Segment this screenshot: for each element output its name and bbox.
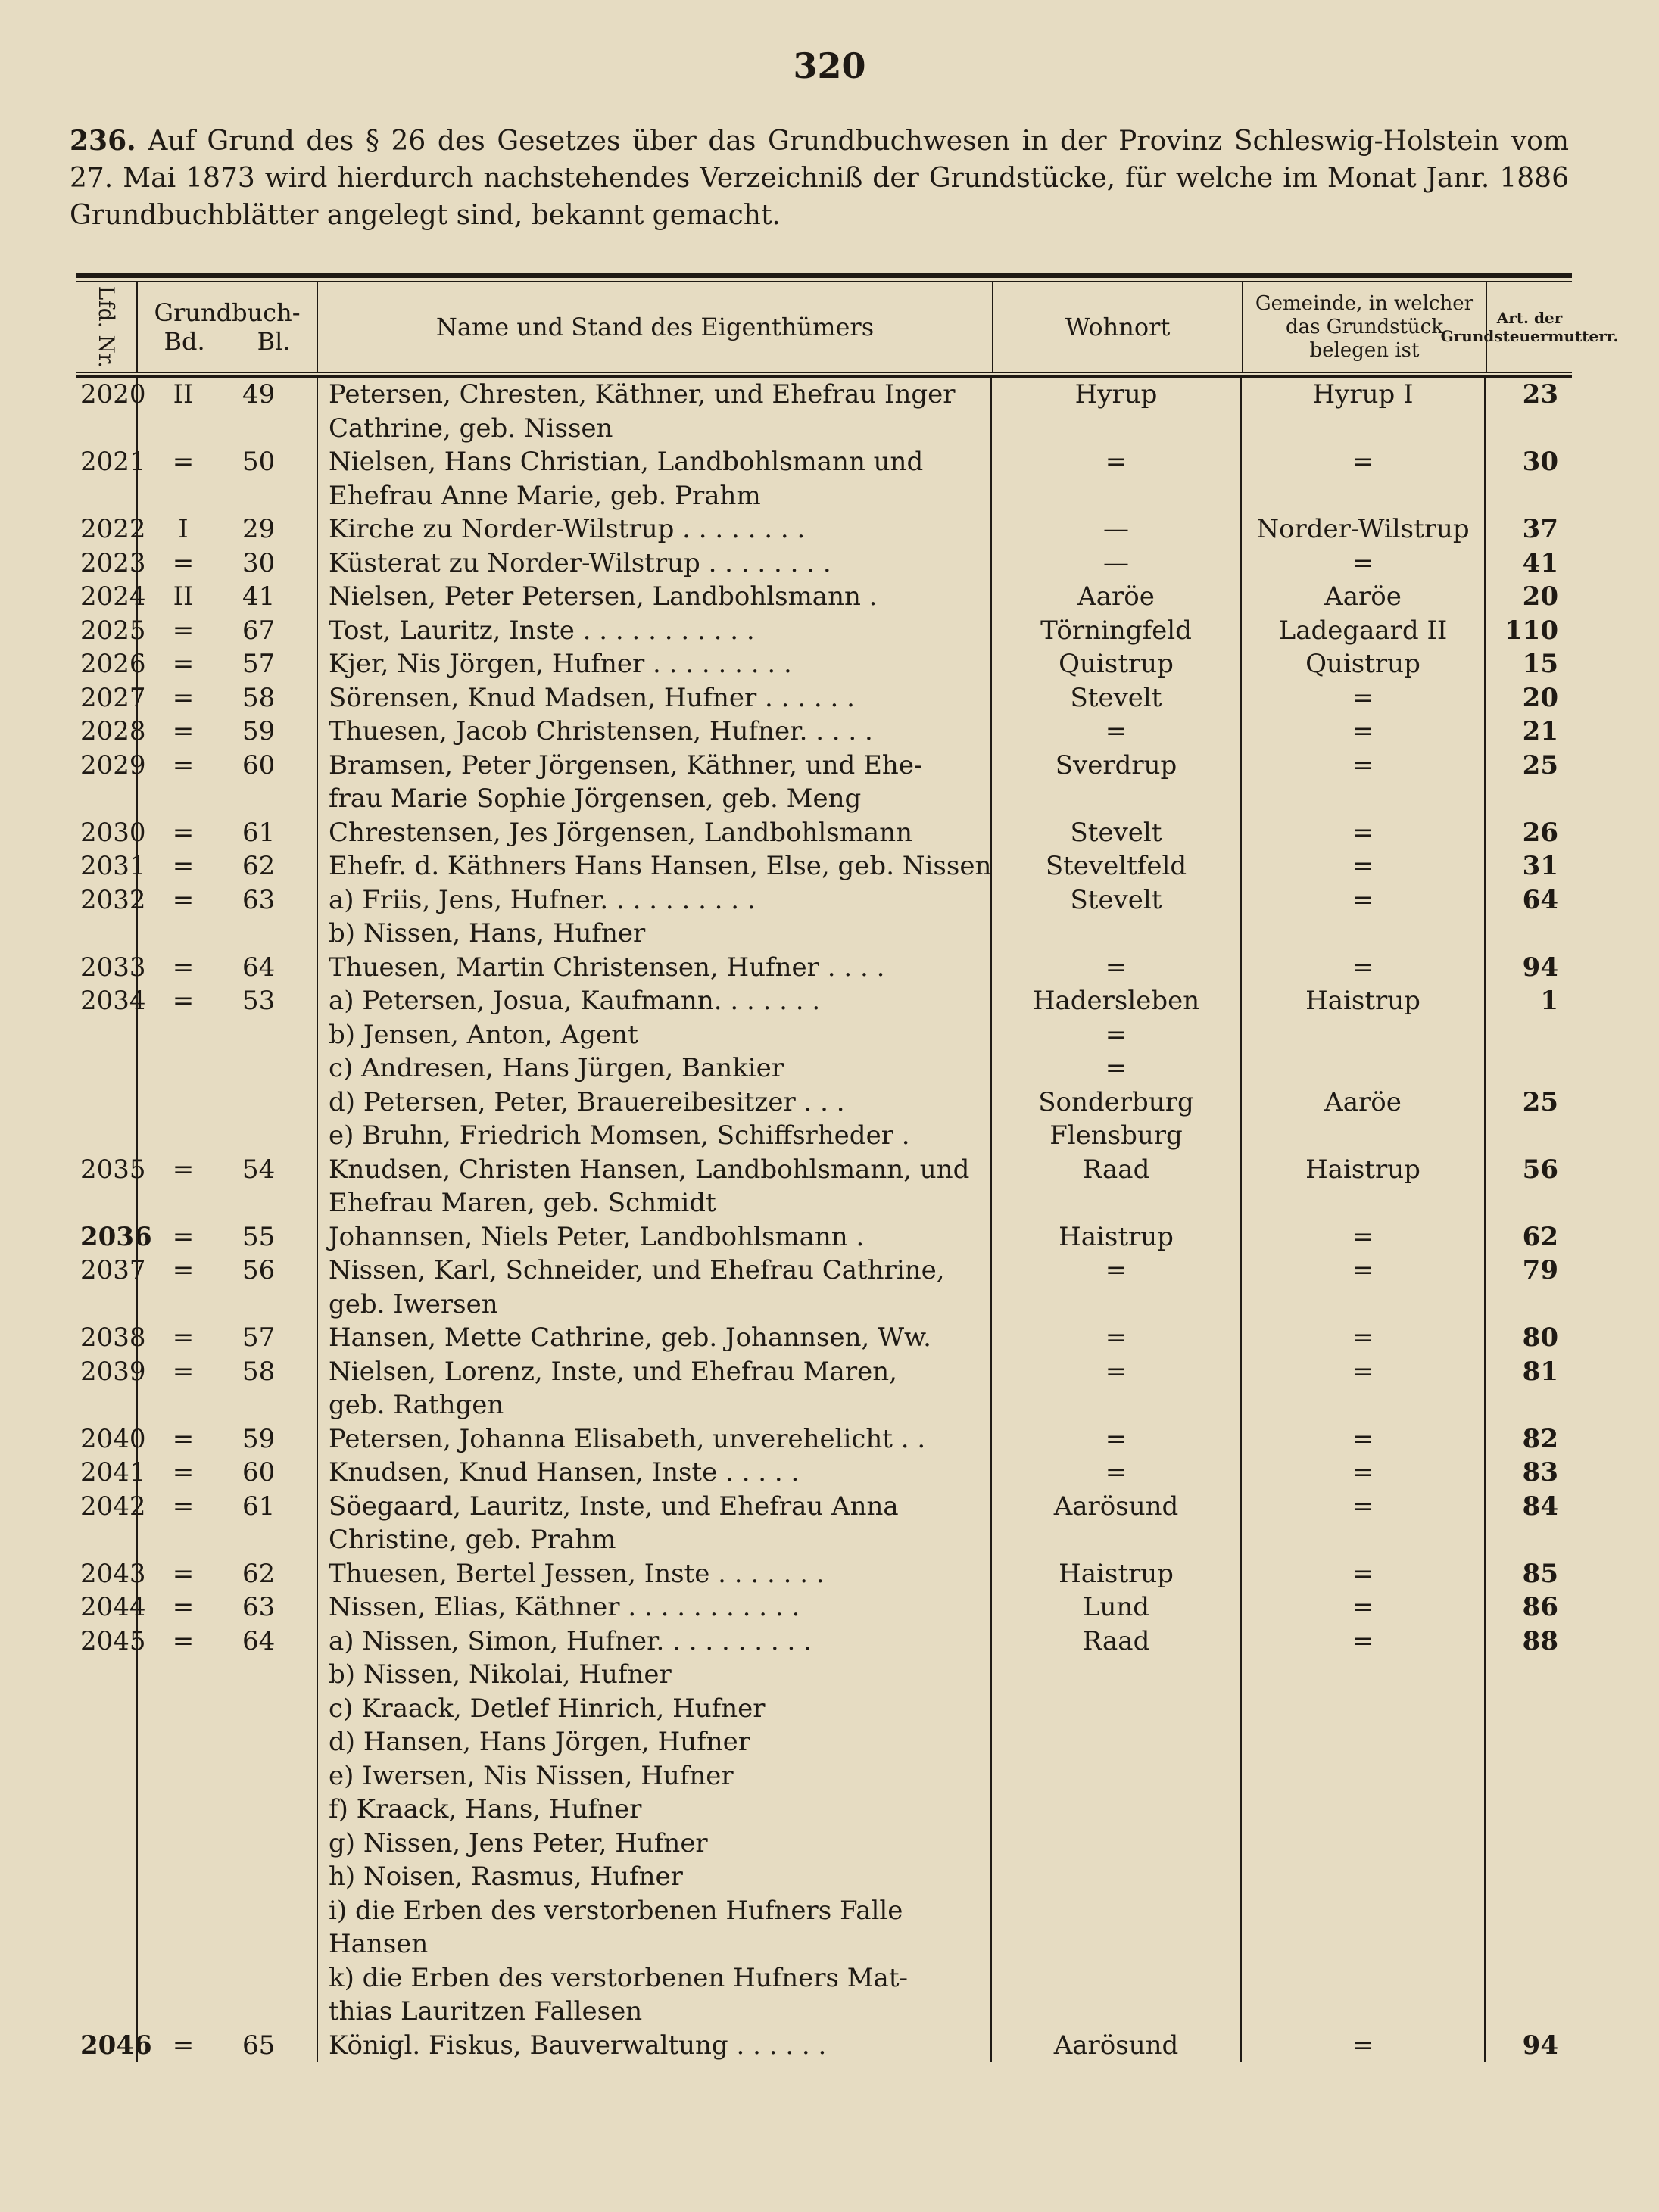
cell-bd: = — [136, 1557, 229, 1591]
cell-gemeinde: Hyrup I — [1242, 378, 1486, 445]
cell-gemeinde: Haistrup Aaröe — [1242, 984, 1486, 1153]
cell-gemeinde: = — [1242, 1557, 1486, 1591]
cell-bd: = — [136, 1490, 229, 1557]
cell-nr: 2033 — [80, 952, 146, 983]
header-bl: Bl. — [257, 327, 291, 356]
cell-wohnort: — — [992, 512, 1242, 547]
table-row — [76, 614, 1572, 648]
cell-gemeinde: = — [1242, 1590, 1486, 1625]
table-row — [76, 1625, 1572, 2029]
cell-name: Knudsen, Knud Hansen, Inste . . . . . — [317, 1456, 992, 1490]
table-row — [76, 849, 1572, 883]
cell-name: Thuesen, Jacob Christensen, Hufner. . . . . — [317, 715, 992, 749]
cell-bl: 64 — [242, 1625, 276, 1656]
cell-name: Thuesen, Martin Christensen, Hufner . . . . — [317, 951, 992, 985]
cell-gemeinde: = — [1242, 1254, 1486, 1321]
cell-wohnort: Raad — [992, 1625, 1242, 2029]
cell-name: Nielsen, Lorenz, Inste, und Ehefrau Maren, geb. Rathgen — [317, 1355, 992, 1422]
cell-bd: = — [136, 984, 229, 1153]
table-row — [76, 984, 1572, 1153]
cell-name: Nissen, Elias, Käthner . . . . . . . . . . . — [317, 1590, 992, 1625]
cell-bl: 62 — [242, 1558, 276, 1589]
cell-bl: 57 — [242, 1323, 276, 1353]
cell-art: 83 — [1522, 1457, 1558, 1488]
cell-nr: 2026 — [80, 649, 146, 679]
cell-gemeinde: = — [1242, 883, 1486, 951]
cell-gemeinde: = — [1242, 1355, 1486, 1422]
header-art: Art. der Grundsteuermutterr. — [1486, 282, 1572, 372]
cell-bd: = — [136, 1625, 229, 2029]
table-row — [76, 512, 1572, 547]
cell-gemeinde: Norder-Wilstrup — [1242, 512, 1486, 547]
cell-nr: 2039 — [80, 1356, 146, 1387]
cell-name: Petersen, Chresten, Käthner, und Ehefrau Inger Cathrine, geb. Nissen — [317, 378, 992, 445]
cell-bl: 60 — [242, 749, 276, 780]
cell-bl: 62 — [242, 851, 276, 881]
cell-name: Königl. Fiskus, Bauverwaltung . . . . . . — [317, 2029, 992, 2063]
cell-bl: 56 — [242, 1255, 276, 1285]
cell-nr: 2030 — [80, 817, 146, 848]
table-row — [76, 2029, 1572, 2063]
cell-name: Johannsen, Niels Peter, Landbohlsmann . — [317, 1220, 992, 1254]
table-row — [76, 1220, 1572, 1254]
cell-art: 1 25 — [1522, 986, 1558, 1117]
cell-art: 31 — [1522, 851, 1558, 881]
cell-wohnort: = — [992, 951, 1242, 985]
cell-nr: 2031 — [80, 851, 146, 881]
cell-nr: 2042 — [80, 1491, 146, 1522]
header-grundbuch-label: Grundbuch- — [154, 298, 301, 327]
cell-art: 37 — [1522, 514, 1558, 544]
table-row — [76, 1355, 1572, 1422]
cell-gemeinde: = — [1242, 681, 1486, 715]
cell-wohnort: Stevelt — [992, 681, 1242, 715]
cell-art: 15 — [1522, 649, 1558, 679]
cell-name: Küsterat zu Norder-Wilstrup . . . . . . . . — [317, 547, 992, 581]
cell-art: 20 — [1522, 682, 1558, 713]
header-gemeinde: Gemeinde, in welcher das Grundstück belegen ist — [1242, 282, 1486, 372]
cell-gemeinde: = — [1242, 1456, 1486, 1490]
page-number: 320 — [793, 45, 866, 86]
cell-art: 62 — [1522, 1221, 1558, 1252]
cell-name: Nielsen, Peter Petersen, Landbohlsmann . — [317, 580, 992, 614]
cell-nr: 2038 — [80, 1323, 146, 1353]
table-row — [76, 951, 1572, 985]
cell-gemeinde: Haistrup — [1242, 1153, 1486, 1220]
cell-bl: 65 — [242, 2030, 276, 2061]
cell-name: Nissen, Karl, Schneider, und Ehefrau Cathrine, geb. Iwersen — [317, 1254, 992, 1321]
table-row — [76, 681, 1572, 715]
cell-gemeinde: = — [1242, 1490, 1486, 1557]
cell-name: Ehefr. d. Käthners Hans Hansen, Else, geb. Nissen — [317, 849, 992, 883]
cell-wohnort: = — [992, 715, 1242, 749]
cell-wohnort: Sverdrup — [992, 749, 1242, 816]
cell-gemeinde: = — [1242, 1422, 1486, 1456]
table-row — [76, 1153, 1572, 1220]
table-row — [76, 445, 1572, 512]
cell-bd: = — [136, 1456, 229, 1490]
intro-paragraph — [70, 123, 1569, 234]
header-bd: Bd. — [164, 327, 205, 356]
cell-wohnort: Haistrup — [992, 1220, 1242, 1254]
table-header — [76, 282, 1619, 373]
table-row — [76, 1490, 1572, 1557]
cell-bd: = — [136, 1355, 229, 1422]
cell-name: a) Nissen, Simon, Hufner. . . . . . . . . . b) Nissen, Nikolai, Hufner c) Kraack, Detlef Hinrich, Hufner d) Hansen, Hans Jörgen, Hufner e) Iwersen, Nis Nissen, Hufner f) Kraack, Hans, Hufner g) Nissen, Jens Peter, Hufner h) Noisen, Rasmus, Hufner i) die Erben des verstorbenen Hufners Falle Hansen k) die Erben des verstorbenen Hufners Mat- thias Lauritzen Fallesen — [317, 1625, 992, 2029]
cell-bd: = — [136, 883, 229, 951]
cell-gemeinde: = — [1242, 1220, 1486, 1254]
cell-bd: = — [136, 2029, 229, 2063]
cell-gemeinde: = — [1242, 547, 1486, 581]
cell-nr: 2037 — [80, 1255, 146, 1285]
cell-art: 56 — [1522, 1154, 1558, 1185]
cell-art: 85 — [1522, 1558, 1558, 1589]
cell-gemeinde: = — [1242, 951, 1486, 985]
table-row — [76, 749, 1572, 816]
cell-nr: 2043 — [80, 1558, 146, 1589]
cell-bd: II — [136, 580, 229, 614]
table-top-rule — [76, 273, 1572, 278]
table-row — [76, 1422, 1572, 1456]
cell-bl: 41 — [242, 581, 276, 612]
table-row — [76, 1254, 1572, 1321]
table-body — [76, 378, 1572, 2062]
header-wohnort: Wohnort — [992, 282, 1242, 372]
cell-nr: 2040 — [80, 1423, 146, 1454]
cell-bd: = — [136, 816, 229, 850]
cell-bd: = — [136, 1321, 229, 1355]
cell-bd: = — [136, 951, 229, 985]
cell-art: 86 — [1522, 1592, 1558, 1622]
table-row — [76, 547, 1572, 581]
cell-bl: 58 — [242, 1356, 276, 1387]
cell-bd: = — [136, 1220, 229, 1254]
cell-art: 41 — [1522, 547, 1558, 578]
cell-wohnort: = — [992, 1456, 1242, 1490]
cell-bl: 59 — [242, 716, 276, 746]
cell-wohnort: = — [992, 445, 1242, 512]
table-row — [76, 816, 1572, 850]
cell-bd: II — [136, 378, 229, 445]
cell-name: Nielsen, Hans Christian, Landbohlsmann und Ehefrau Anne Marie, geb. Prahm — [317, 445, 992, 512]
cell-bd: = — [136, 1254, 229, 1321]
cell-gemeinde: = — [1242, 1321, 1486, 1355]
cell-bd: = — [136, 681, 229, 715]
cell-gemeinde: = — [1242, 816, 1486, 850]
cell-nr: 2022 — [80, 514, 146, 544]
header-grundbuch — [136, 282, 317, 372]
cell-wohnort: Steveltfeld — [992, 849, 1242, 883]
cell-wohnort: — — [992, 547, 1242, 581]
cell-bl: 64 — [242, 952, 276, 983]
cell-bl: 61 — [242, 817, 276, 848]
cell-bl: 54 — [242, 1154, 276, 1185]
cell-bl: 30 — [242, 547, 276, 578]
cell-wohnort: Lund — [992, 1590, 1242, 1625]
cell-art: 30 — [1522, 447, 1558, 477]
cell-name: Petersen, Johanna Elisabeth, unverehelicht . . — [317, 1422, 992, 1456]
cell-nr: 2023 — [80, 547, 146, 578]
cell-nr: 2032 — [80, 884, 146, 915]
cell-nr: 2046 — [80, 2030, 152, 2061]
cell-wohnort: Törningfeld — [992, 614, 1242, 648]
cell-wohnort: Haistrup — [992, 1557, 1242, 1591]
cell-nr: 2027 — [80, 682, 146, 713]
cell-gemeinde: = — [1242, 445, 1486, 512]
cell-bl: 50 — [242, 447, 276, 477]
cell-nr: 2044 — [80, 1592, 146, 1622]
cell-art: 25 — [1522, 749, 1558, 780]
cell-art: 20 — [1522, 581, 1558, 612]
cell-gemeinde: = — [1242, 749, 1486, 816]
header-nr: Lfd. Nr. — [94, 285, 120, 369]
cell-bl: 58 — [242, 682, 276, 713]
cell-bl: 53 — [242, 986, 276, 1016]
cell-nr: 2020 — [80, 379, 146, 410]
cell-bd: I — [136, 512, 229, 547]
cell-art: 88 — [1522, 1625, 1558, 1656]
cell-nr: 2041 — [80, 1457, 146, 1488]
cell-art: 21 — [1522, 716, 1558, 746]
cell-nr: 2034 — [80, 986, 146, 1016]
cell-art: 81 — [1522, 1356, 1558, 1387]
cell-gemeinde: = — [1242, 2029, 1486, 2063]
cell-gemeinde: = — [1242, 715, 1486, 749]
cell-nr: 2025 — [80, 615, 146, 646]
cell-nr: 2045 — [80, 1625, 146, 1656]
table-row — [76, 1321, 1572, 1355]
cell-bl: 63 — [242, 1592, 276, 1622]
cell-bl: 60 — [242, 1457, 276, 1488]
cell-bl: 61 — [242, 1491, 276, 1522]
cell-gemeinde: Ladegaard II — [1242, 614, 1486, 648]
cell-art: 64 — [1522, 884, 1558, 915]
cell-gemeinde: = — [1242, 849, 1486, 883]
cell-art: 23 — [1522, 379, 1558, 410]
cell-name: Sörensen, Knud Madsen, Hufner . . . . . . — [317, 681, 992, 715]
cell-bd: = — [136, 1590, 229, 1625]
cell-bl: 67 — [242, 615, 276, 646]
cell-bd: = — [136, 614, 229, 648]
cell-wohnort: Quistrup — [992, 647, 1242, 681]
notice-number: 236. — [70, 125, 136, 157]
cell-nr: 2036 — [80, 1221, 152, 1252]
cell-wohnort: = — [992, 1254, 1242, 1321]
cell-wohnort: Hadersleben = = Sonderburg Flensburg — [992, 984, 1242, 1153]
table-row — [76, 1590, 1572, 1625]
cell-name: Hansen, Mette Cathrine, geb. Johannsen, Ww. — [317, 1321, 992, 1355]
cell-wohnort: = — [992, 1355, 1242, 1422]
cell-name: Bramsen, Peter Jörgensen, Käthner, und Ehe- frau Marie Sophie Jörgensen, geb. Meng — [317, 749, 992, 816]
cell-nr: 2021 — [80, 447, 146, 477]
cell-bd: = — [136, 1153, 229, 1220]
table-row — [76, 1557, 1572, 1591]
cell-wohnort: Stevelt — [992, 883, 1242, 951]
table-row — [76, 883, 1572, 951]
cell-bd: = — [136, 715, 229, 749]
cell-bl: 63 — [242, 884, 276, 915]
property-register-table — [76, 273, 1619, 2062]
cell-wohnort: = — [992, 1422, 1242, 1456]
cell-gemeinde: = — [1242, 1625, 1486, 2029]
cell-name: Tost, Lauritz, Inste . . . . . . . . . . . — [317, 614, 992, 648]
cell-wohnort: Aaröe — [992, 580, 1242, 614]
cell-art: 80 — [1522, 1323, 1558, 1353]
cell-name: a) Friis, Jens, Hufner. . . . . . . . . . b) Nissen, Hans, Hufner — [317, 883, 992, 951]
cell-name: Kjer, Nis Jörgen, Hufner . . . . . . . . . — [317, 647, 992, 681]
cell-bd: = — [136, 849, 229, 883]
cell-art: 82 — [1522, 1423, 1558, 1454]
cell-wohnort: Hyrup — [992, 378, 1242, 445]
cell-art: 94 — [1522, 2030, 1558, 2061]
cell-bl: 55 — [242, 1221, 276, 1252]
cell-bl: 49 — [242, 379, 276, 410]
cell-art: 110 — [1505, 615, 1558, 646]
table-row — [76, 580, 1572, 614]
cell-nr: 2024 — [80, 581, 146, 612]
cell-name: Kirche zu Norder-Wilstrup . . . . . . . . — [317, 512, 992, 547]
cell-name: a) Petersen, Josua, Kaufmann. . . . . . . b) Jensen, Anton, Agent c) Andresen, Hans Jürgen, Bankier d) Petersen, Peter, Brauereibesitzer . . . e) Bruhn, Friedrich Momsen, Schiffsrheder . — [317, 984, 992, 1153]
table-row — [76, 715, 1572, 749]
cell-name: Chrestensen, Jes Jörgensen, Landbohlsmann — [317, 816, 992, 850]
cell-bl: 57 — [242, 649, 276, 679]
cell-bd: = — [136, 445, 229, 512]
table-row — [76, 378, 1572, 445]
cell-bd: = — [136, 749, 229, 816]
cell-gemeinde: Quistrup — [1242, 647, 1486, 681]
table-row — [76, 647, 1572, 681]
table-row — [76, 1456, 1572, 1490]
intro-text: Auf Grund des § 26 des Gesetzes über das Grundbuchwesen in der Provinz Schleswig-Holstein vom 27. Mai 1873 wird hierdurch nachstehendes Verzeichniß der Grundstücke, für welche im Monat Janr. 1886 Grundbuchblätter angelegt sind, bekannt gemacht. — [70, 126, 1569, 231]
cell-bl: 59 — [242, 1423, 276, 1454]
cell-nr: 2028 — [80, 716, 146, 746]
cell-bd: = — [136, 547, 229, 581]
cell-nr: 2029 — [80, 749, 146, 780]
cell-bd: = — [136, 647, 229, 681]
cell-name: Knudsen, Christen Hansen, Landbohlsmann, und Ehefrau Maren, geb. Schmidt — [317, 1153, 992, 1220]
cell-wohnort: Aarösund — [992, 1490, 1242, 1557]
cell-art: 79 — [1522, 1255, 1558, 1285]
cell-name: Thuesen, Bertel Jessen, Inste . . . . . . . — [317, 1557, 992, 1591]
cell-gemeinde: Aaröe — [1242, 580, 1486, 614]
cell-art: 94 — [1522, 952, 1558, 983]
cell-bl: 29 — [242, 514, 276, 544]
cell-nr: 2035 — [80, 1154, 146, 1185]
cell-wohnort: Stevelt — [992, 816, 1242, 850]
cell-art: 26 — [1522, 817, 1558, 848]
cell-art: 84 — [1522, 1491, 1558, 1522]
cell-name: Söegaard, Lauritz, Inste, und Ehefrau Anna Christine, geb. Prahm — [317, 1490, 992, 1557]
header-name: Name und Stand des Eigenthümers — [317, 282, 992, 372]
cell-bd: = — [136, 1422, 229, 1456]
cell-wohnort: Aarösund — [992, 2029, 1242, 2063]
cell-wohnort: Raad — [992, 1153, 1242, 1220]
cell-wohnort: = — [992, 1321, 1242, 1355]
